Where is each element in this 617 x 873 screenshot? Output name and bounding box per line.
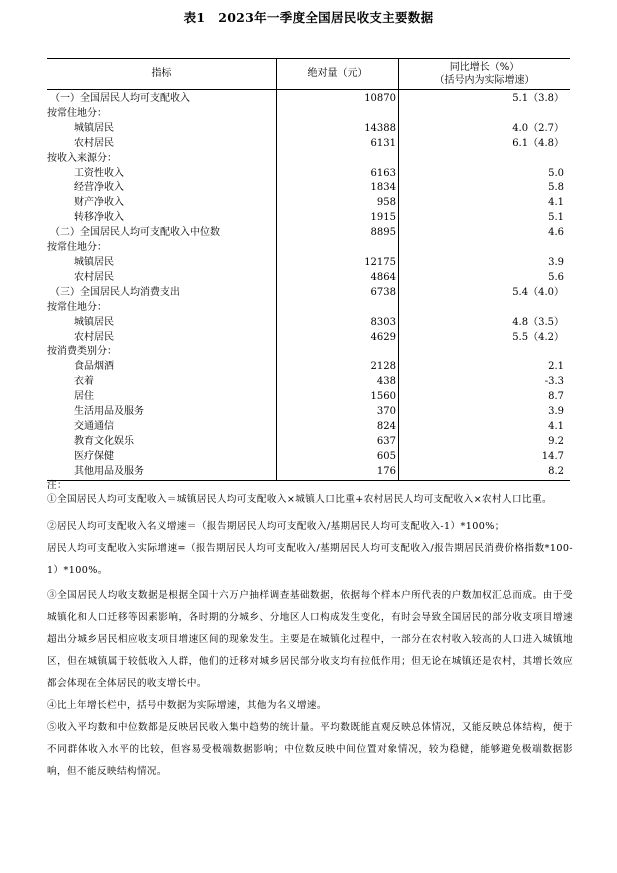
row-yoy-growth: 6.1（4.8） — [512, 137, 564, 149]
row-yoy-growth: -3.3 — [544, 376, 564, 388]
row-yoy-growth: 5.1（3.8） — [512, 93, 564, 104]
row-absolute-value: 6738 — [277, 286, 399, 301]
table-row — [47, 465, 570, 480]
notes-section — [47, 479, 573, 783]
row-absolute-value: 6163 — [277, 167, 399, 182]
row-absolute-value: 6131 — [277, 137, 399, 152]
table-row — [47, 152, 570, 167]
row-label: 按常住地分： — [47, 301, 277, 316]
table-header-row — [47, 59, 570, 90]
table-row — [47, 286, 570, 301]
table-row — [47, 256, 570, 271]
row-label: 按常住地分： — [47, 241, 277, 256]
table-row — [47, 316, 570, 331]
row-label: 交通通信 — [47, 420, 277, 435]
row-yoy-growth: 8.7 — [548, 391, 564, 403]
row-absolute-value: 824 — [277, 420, 399, 435]
table-row — [47, 211, 570, 226]
row-absolute-value: 958 — [277, 196, 399, 211]
header-absolute: 绝对量（元） — [277, 59, 399, 90]
table-row — [47, 390, 570, 405]
row-absolute-value: 438 — [277, 375, 399, 390]
header-yoy — [399, 59, 571, 90]
row-yoy-growth: 4.0（2.7） — [512, 122, 564, 134]
row-label: 农村居民 — [47, 331, 277, 346]
row-absolute-value: 1834 — [277, 181, 399, 196]
table-row — [47, 360, 570, 375]
header-indicator: 指标 — [47, 59, 277, 90]
row-label: 居住 — [47, 390, 277, 405]
note-1: ①全国居民人均可支配收入＝城镇居民人均可支配收入×城镇人口比重+农村居民人均可支配收入×农村人口比重。 — [47, 494, 553, 505]
table-row — [47, 90, 570, 107]
row-yoy-growth — [399, 241, 571, 256]
row-absolute-value: 2128 — [277, 360, 399, 375]
row-absolute-value: 4864 — [277, 271, 399, 286]
row-yoy-growth: 5.5（4.2） — [512, 331, 564, 343]
row-label: 工资性收入 — [47, 167, 277, 182]
row-yoy-growth: 5.0 — [548, 167, 564, 179]
table-row — [47, 181, 570, 196]
row-absolute-value: 8303 — [277, 316, 399, 331]
row-yoy-growth: 3.9 — [548, 256, 564, 268]
table-row — [47, 435, 570, 450]
note-2-continued: 居民人均可支配收入实际增速=（报告期居民人均可支配收入/基期居民人均可支配收入/报告期居民消费价格指数*100-1）*100%。 — [47, 542, 573, 576]
row-label: 其他用品及服务 — [47, 465, 277, 480]
table-row — [47, 375, 570, 390]
row-absolute-value: 637 — [277, 435, 399, 450]
row-label: 医疗保健 — [47, 450, 277, 465]
table-row — [47, 301, 570, 316]
table-row — [47, 345, 570, 360]
row-label: （二）全国居民人均可支配收入中位数 — [47, 226, 277, 241]
row-label: （一）全国居民人均可支配收入 — [47, 90, 277, 107]
income-expenditure-table — [47, 58, 570, 481]
row-label: 食品烟酒 — [47, 360, 277, 375]
row-yoy-growth — [399, 107, 571, 122]
row-yoy-growth: 4.6 — [548, 227, 564, 239]
row-yoy-growth — [399, 301, 571, 316]
table-row — [47, 196, 570, 211]
row-label: 农村居民 — [47, 271, 277, 286]
table-row — [47, 241, 570, 256]
row-yoy-growth: 4.8（3.5） — [512, 316, 564, 328]
note-2: ②居民人均可支配收入名义增速＝（报告期居民人均可支配收入/基期居民人均可支配收入-1）*100%； — [47, 520, 505, 532]
table-row — [47, 137, 570, 152]
row-label: 转移净收入 — [47, 211, 277, 226]
row-yoy-growth: 5.6 — [548, 271, 564, 283]
row-absolute-value: 176 — [277, 465, 399, 480]
table-row — [47, 450, 570, 465]
row-label: （三）全国居民人均消费支出 — [47, 286, 277, 301]
row-yoy-growth: 5.4（4.0） — [512, 286, 564, 298]
row-absolute-value — [277, 152, 399, 167]
row-absolute-value: 370 — [277, 405, 399, 420]
header-yoy-line1: 同比增长（%） — [449, 62, 520, 73]
row-absolute-value: 4629 — [277, 331, 399, 346]
row-label: 按消费类别分： — [47, 345, 277, 360]
notes-heading: 注： — [47, 480, 67, 491]
row-yoy-growth: 4.1 — [548, 197, 564, 209]
row-label: 财产净收入 — [47, 196, 277, 211]
row-yoy-growth: 5.8 — [548, 182, 564, 194]
header-yoy-line2: （括号内为实际增速） — [434, 75, 535, 86]
row-absolute-value — [277, 345, 399, 360]
row-absolute-value: 12175 — [277, 256, 399, 271]
table-row — [47, 122, 570, 137]
row-absolute-value: 8895 — [277, 226, 399, 241]
row-yoy-growth: 8.2 — [399, 465, 571, 480]
row-label: 按常住地分： — [47, 107, 277, 122]
row-yoy-growth: 3.9 — [548, 406, 564, 418]
table-row — [47, 167, 570, 182]
row-absolute-value — [277, 241, 399, 256]
page-title: 表1 2023年一季度全国居民收支主要数据 — [183, 10, 434, 25]
table-row — [47, 331, 570, 346]
table-row — [47, 271, 570, 286]
table-row — [47, 226, 570, 241]
row-absolute-value — [277, 107, 399, 122]
row-label: 城镇居民 — [47, 256, 277, 271]
row-absolute-value: 605 — [277, 450, 399, 465]
row-yoy-growth — [399, 152, 571, 167]
row-yoy-growth: 4.1 — [548, 420, 564, 432]
row-yoy-growth — [399, 345, 571, 360]
table-row — [47, 107, 570, 122]
table-row — [47, 405, 570, 420]
table-body — [47, 90, 570, 481]
row-label: 按收入来源分： — [47, 152, 277, 167]
row-absolute-value: 1915 — [277, 211, 399, 226]
row-absolute-value — [277, 301, 399, 316]
note-3: ③全国居民人均收支数据是根据全国十六万户抽样调查基础数据，依据每个样本户所代表的户数加权汇总而成。由于受城镇化和人口迁移等因素影响，各时期的分城乡、分地区人口构成发生变化，有时会导致全国居民的部分收支项目增速超出分城乡居民相应收支项目增速区间的现象发生。主要是在城镇化过程中，一部分在农村收入较高的人口进入城镇地区，但在城镇属于较低收入人群，他们的迁移对城乡居民部分收支均有拉低作用；但无论在城镇还是农村，其增长效应都会体现在全体居民的收支增长中。 — [47, 589, 573, 689]
row-yoy-growth: 5.1 — [548, 212, 564, 224]
row-label: 生活用品及服务 — [47, 405, 277, 420]
row-absolute-value: 10870 — [277, 90, 399, 107]
row-label: 城镇居民 — [47, 122, 277, 137]
row-yoy-growth: 2.1 — [548, 361, 564, 373]
table-row — [47, 420, 570, 435]
row-yoy-growth: 9.2 — [548, 435, 564, 447]
row-label: 城镇居民 — [47, 316, 277, 331]
note-5: ⑤收入平均数和中位数都是反映居民收入集中趋势的统计量。平均数既能直观反映总体情况，又能反映总体结构，便于不同群体收入水平的比较，但容易受极端数据影响；中位数反映中间位置对象情况，较为稳健，能够避免极端数据影响，但不能反映结构情况。 — [47, 721, 573, 777]
row-label: 经营净收入 — [47, 181, 277, 196]
row-absolute-value: 14388 — [277, 122, 399, 137]
row-label: 衣着 — [47, 375, 277, 390]
row-label: 教育文化娱乐 — [47, 435, 277, 450]
row-yoy-growth: 14.7 — [541, 450, 564, 462]
row-absolute-value: 1560 — [277, 390, 399, 405]
note-4: ④比上年增长栏中，括号中数据为实际增速，其他为名义增速。 — [47, 699, 327, 711]
row-label: 农村居民 — [47, 137, 277, 152]
